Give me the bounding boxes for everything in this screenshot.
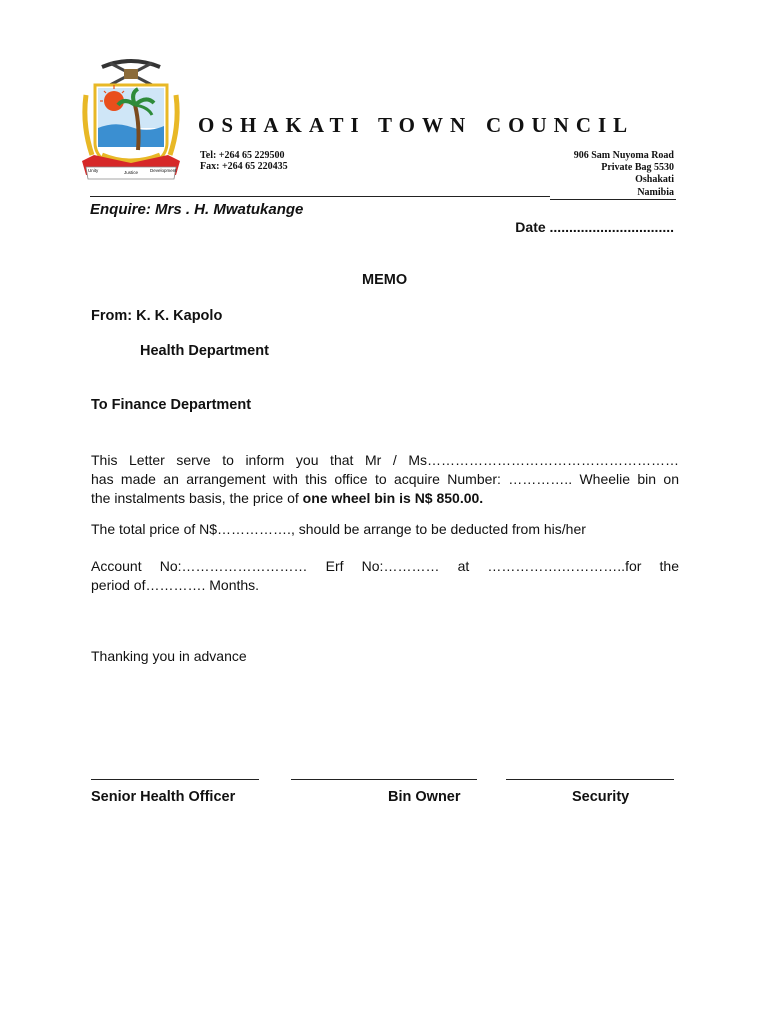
crossed-tools-icon: [102, 61, 160, 85]
paragraph-1-line-1: This Letter serve to inform you that Mr / Ms………………………………………………: [91, 452, 679, 468]
signature-line-1: [91, 779, 259, 780]
signature-label-security: Security: [572, 789, 630, 805]
address-line-2: Private Bag 5530: [601, 162, 674, 173]
date-field: Date ................................: [515, 219, 674, 235]
paragraph-2: The total price of N$……………., should be arrange to be deducted from his/her: [91, 521, 586, 537]
signature-line-3: [506, 779, 674, 780]
crest-motto-justice: Justice: [124, 170, 139, 175]
to-line: To Finance Department: [91, 397, 252, 413]
enquire-line: Enquire: Mrs . H. Mwatukange: [90, 201, 304, 218]
bin-price: one wheel bin is N$ 850.00.: [302, 490, 484, 506]
org-name-word-1: OSHAKATI: [198, 113, 366, 137]
from-department: Health Department: [140, 343, 269, 359]
paragraph-1: [91, 451, 679, 508]
memo-title: MEMO: [362, 272, 408, 288]
from-line: From: K. K. Kapolo: [91, 308, 223, 324]
fax: Fax: +264 65 220435: [200, 161, 288, 172]
address-line-4: Namibia: [637, 187, 674, 198]
signature-label-bin-owner: Bin Owner: [388, 789, 461, 805]
header-divider-right: [550, 199, 676, 200]
closing-line: Thanking you in advance: [91, 648, 247, 664]
town-crest-logo: [80, 55, 182, 185]
paragraph-3-line-1: Account No:……………………… Erf No:………… at …………….…………..for the: [91, 558, 679, 574]
crest-motto-unity: Unity: [88, 168, 99, 173]
paragraph-1-line-3-text: the instalments basis, the price of: [91, 490, 303, 506]
signature-label-senior-health-officer: Senior Health Officer: [91, 789, 236, 805]
paragraph-1-line-3: [91, 489, 679, 508]
telephone: Tel: +264 65 229500: [200, 150, 285, 161]
header-divider: [90, 196, 550, 197]
org-name-word-2: TOWN: [378, 113, 473, 137]
address-line-3: Oshakati: [635, 174, 674, 185]
paragraph-1-line-2: has made an arrangement with this office to acquire Number: ………….. Wheelie bin on: [91, 471, 679, 487]
paragraph-3-line-2: period of…………. Months.: [91, 577, 260, 593]
paragraph-3: [91, 557, 679, 595]
org-name-word-3: COUNCIL: [486, 113, 635, 137]
address-line-1: 906 Sam Nuyoma Road: [573, 150, 674, 161]
crest-motto-development: Development: [150, 168, 177, 173]
signature-line-2: [291, 779, 477, 780]
